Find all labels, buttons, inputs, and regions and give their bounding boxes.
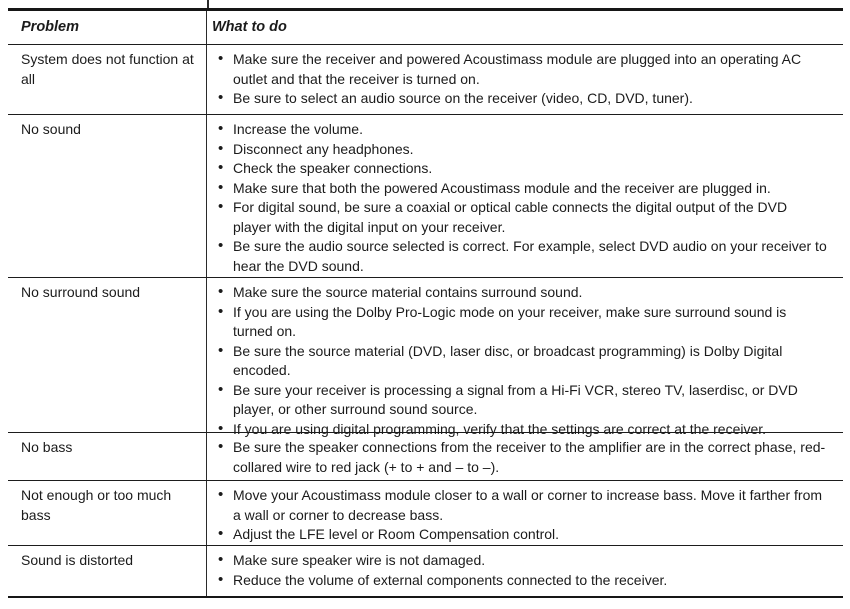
solution-item xyxy=(207,140,829,160)
solution-item xyxy=(207,50,829,89)
bullet-icon xyxy=(218,550,223,570)
solution-text: Make sure speaker wire is not damaged. xyxy=(233,552,486,568)
solutions-cell xyxy=(207,433,843,480)
bullet-icon xyxy=(218,485,223,505)
solution-item xyxy=(207,89,829,109)
table-row xyxy=(8,433,843,481)
bullet-icon xyxy=(218,178,223,198)
solution-text: Make sure the source material contains surround sound. xyxy=(233,284,583,300)
solution-text: Check the speaker connections. xyxy=(233,160,433,176)
solutions-list xyxy=(207,50,829,109)
solution-item xyxy=(207,159,829,179)
solutions-cell xyxy=(207,481,843,545)
header-what-to-do: What to do xyxy=(212,19,287,35)
solutions-list xyxy=(207,551,829,590)
bullet-icon xyxy=(218,380,223,400)
table-row xyxy=(8,45,843,115)
bullet-icon xyxy=(218,139,223,159)
bullet-icon xyxy=(218,236,223,256)
solution-text: Increase the volume. xyxy=(233,121,363,137)
problem-cell: Sound is distorted xyxy=(8,546,207,596)
solution-text: Disconnect any headphones. xyxy=(233,140,414,157)
solution-text: Be sure to select an audio source on the receiver (video, CD, DVD, tuner). xyxy=(233,90,693,106)
table-header-row xyxy=(8,11,843,45)
solution-item xyxy=(207,381,829,420)
bullet-icon xyxy=(218,282,223,302)
solution-item xyxy=(207,342,829,381)
bullet-icon xyxy=(218,88,223,108)
solution-item xyxy=(207,571,829,591)
solution-text: For digital sound, be sure a coaxial or optical cable connects the digital output of the DVD player with the digital input on your receiver. xyxy=(233,199,788,235)
table-row xyxy=(8,481,843,546)
solutions-cell xyxy=(207,278,843,437)
solution-text: Move your Acoustimass module closer to a wall or corner to increase bass. Move it farther from a wall or corner to decrease bass. xyxy=(233,487,823,523)
solution-item xyxy=(207,551,829,571)
solution-text: Be sure the speaker connections from the receiver to the amplifier are in the correct phase, red-collared wire to red jack (+ to + and – to –). xyxy=(233,439,826,475)
solution-text: Make sure the receiver and powered Acoustimass module are plugged into an operating AC outlet and that the receiver is turned on. xyxy=(233,51,802,87)
problem-cell: No surround sound xyxy=(8,278,207,432)
bullet-icon xyxy=(218,570,223,590)
bullet-icon xyxy=(218,437,223,457)
bullet-icon xyxy=(218,49,223,69)
table-row xyxy=(8,278,843,437)
bullet-icon xyxy=(218,341,223,361)
solution-item xyxy=(207,179,829,199)
solutions-cell xyxy=(207,546,843,596)
bullet-icon xyxy=(218,419,223,439)
problem-cell: System does not function at all xyxy=(8,45,207,114)
solution-text: Make sure that both the powered Acoustimass module and the receiver are plugged in. xyxy=(233,179,771,196)
solution-text: Be sure the source material (DVD, laser disc, or broadcast programming) is Dolby Digital encoded. xyxy=(233,342,783,378)
solution-item xyxy=(207,486,829,525)
table-row xyxy=(8,115,843,278)
solution-text: Reduce the volume of external components connected to the receiver. xyxy=(233,571,668,588)
solution-item xyxy=(207,303,829,342)
solution-text: If you are using digital programming, verify that the settings are correct at the receiver. xyxy=(233,420,767,437)
solution-item xyxy=(207,438,829,477)
solutions-list xyxy=(207,120,829,276)
header-problem: Problem xyxy=(8,11,207,44)
solution-text: If you are using the Dolby Pro-Logic mode on your receiver, make sure surround sound is turned on. xyxy=(233,303,787,339)
solution-text: Be sure your receiver is processing a signal from a Hi-Fi VCR, stereo TV, laserdisc, or DVD player, or other surround sound source. xyxy=(233,381,798,417)
bullet-icon xyxy=(218,119,223,139)
solutions-cell xyxy=(207,45,843,114)
bullet-icon xyxy=(218,302,223,322)
solution-item xyxy=(207,120,829,140)
problem-cell: No bass xyxy=(8,433,207,480)
bullet-icon xyxy=(218,158,223,178)
solution-item xyxy=(207,283,829,303)
solution-item xyxy=(207,420,829,440)
solutions-list xyxy=(207,486,829,545)
solutions-cell xyxy=(207,115,843,277)
solution-item xyxy=(207,525,829,545)
table-row xyxy=(8,546,843,596)
solution-item xyxy=(207,198,829,237)
solution-item xyxy=(207,237,829,276)
solution-text: Adjust the LFE level or Room Compensation control. xyxy=(233,526,560,542)
solutions-list xyxy=(207,283,829,439)
solutions-list xyxy=(207,438,829,477)
solution-text: Be sure the audio source selected is correct. For example, select DVD audio on your receiver to hear the DVD sound. xyxy=(233,238,827,274)
problem-cell: Not enough or too much bass xyxy=(8,481,207,545)
bullet-icon xyxy=(218,524,223,544)
bullet-icon xyxy=(218,197,223,217)
problem-cell: No sound xyxy=(8,115,207,277)
troubleshooting-table xyxy=(8,8,843,598)
